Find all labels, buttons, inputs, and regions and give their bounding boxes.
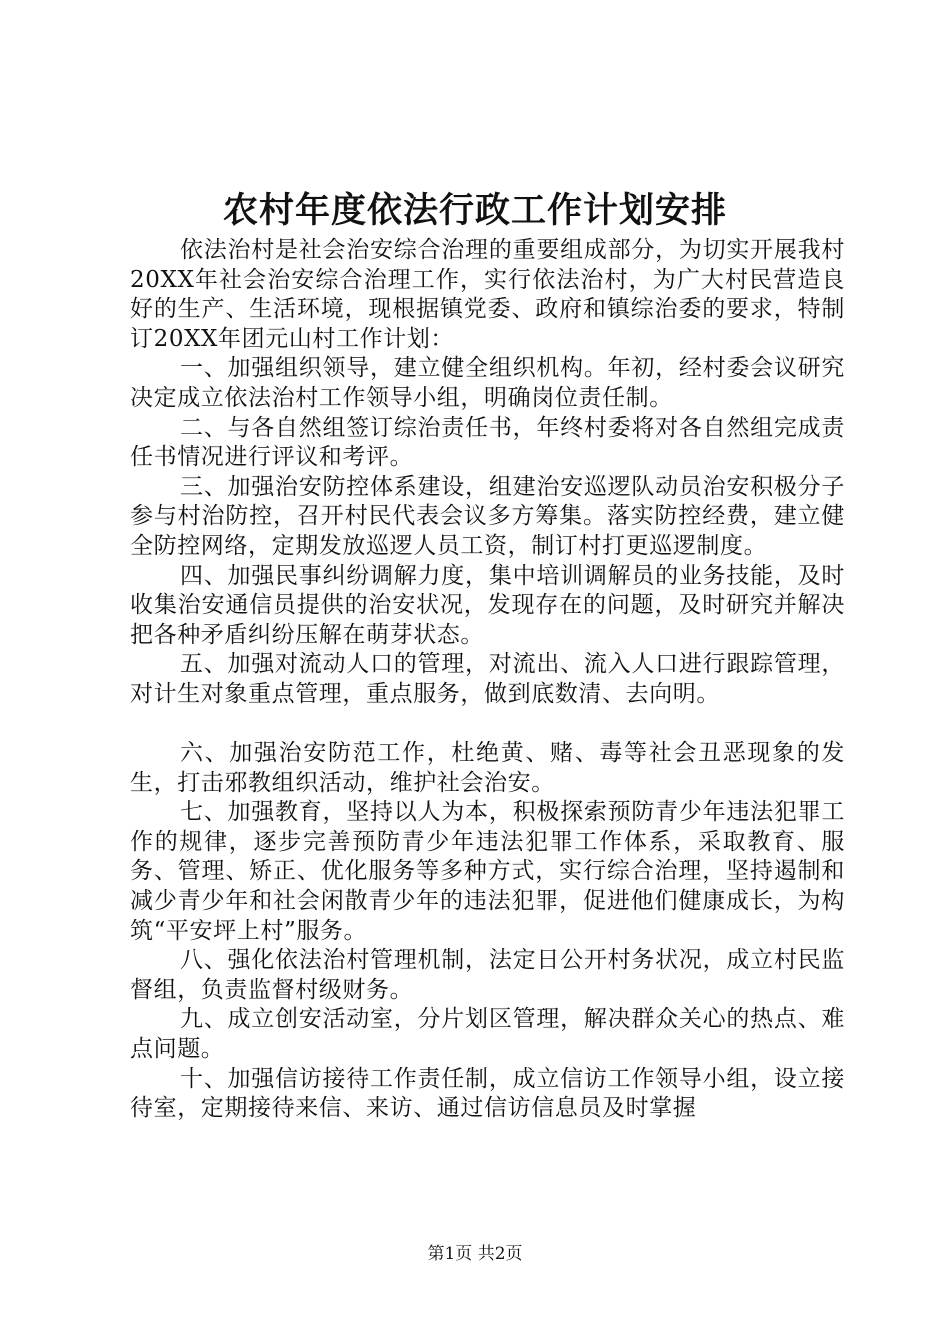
- page-number: 第1页 共2页: [427, 1244, 523, 1264]
- document-title: 农村年度依法行政工作计划安排: [222, 190, 727, 231]
- intro-paragraph: 依法治村是社会治安综合治理的重要组成部分，为切实开展我村20XX年社会治安综合治理工作，实行依法治村，为广大村民营造良好的生产、生活环境，现根据镇党委、政府和镇综治委的要求，特制订20XX年团元山村工作计划：: [130, 237, 845, 352]
- item-9-paragraph: 九、成立创安活动室，分片划区管理，解决群众关心的热点、难点问题。: [130, 1006, 845, 1063]
- document-body: [130, 236, 845, 1124]
- item-3-paragraph: 三、加强治安防控体系建设，组建治安巡逻队动员治安积极分子参与村治防控，召开村民代表会议多方筹集。落实防控经费，建立健全防控网络，定期发放巡逻人员工资，制订村打更巡逻制度。: [130, 473, 845, 559]
- item-4-paragraph: 四、加强民事纠纷调解力度，集中培训调解员的业务技能，及时收集治安通信员提供的治安状况，发现存在的问题，及时研究并解决把各种矛盾纠纷压解在萌芽状态。: [130, 562, 845, 648]
- item-7-paragraph: 七、加强教育，坚持以人为本，积极探索预防青少年违法犯罪工作的规律，逐步完善预防青少年违法犯罪工作体系，采取教育、服务、管理、矫正、优化服务等多种方式，实行综合治理，坚持遏制和减少青少年和社会闲散青少年的违法犯罪，促进他们健康成长，为构筑“平安坪上村”服务。: [130, 799, 845, 944]
- item-1-paragraph: 一、加强组织领导，建立健全组织机构。年初，经村委会议研究决定成立依法治村工作领导小组，明确岗位责任制。: [130, 355, 845, 411]
- item-8-paragraph: 八、强化依法治村管理机制，法定日公开村务状况，成立村民监督组，负责监督村级财务。: [130, 947, 845, 1003]
- item-5-paragraph: 五、加强对流动人口的管理，对流出、流入人口进行跟踪管理，对计生对象重点管理，重点服务，做到底数清、去向明。: [130, 651, 845, 707]
- item-10-paragraph: 十、加强信访接待工作责任制，成立信访工作领导小组，设立接待室，定期接待来信、来访、通过信访信息员及时掌握: [130, 1065, 845, 1122]
- item-2-paragraph: 二、与各自然组签订综治责任书，年终村委将对各自然组完成责任书情况进行评议和考评。: [130, 414, 845, 471]
- item-6-paragraph: 六、加强治安防范工作，杜绝黄、赌、毒等社会丑恶现象的发生，打击邪教组织活动，维护社会治安。: [130, 740, 845, 796]
